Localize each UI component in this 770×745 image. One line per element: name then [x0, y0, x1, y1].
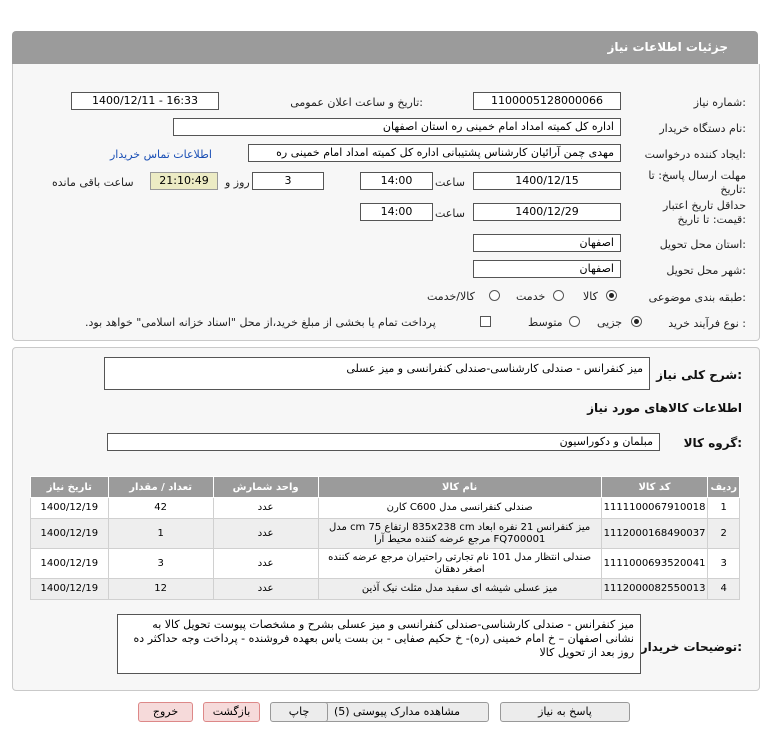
deadline-date-field: 1400/12/15: [473, 172, 621, 190]
page-title: جزئیات اطلاعات نیاز: [607, 40, 728, 54]
validity-date-field: 1400/12/29: [473, 203, 621, 221]
buyer-org-label: نام دستگاه خریدار:: [659, 122, 746, 135]
deadline-time-field: 14:00: [360, 172, 433, 190]
exit-button[interactable]: خروج: [138, 702, 193, 722]
cell-index: 4: [708, 579, 740, 600]
announce-label: تاریخ و ساعت اعلان عمومی:: [290, 96, 423, 109]
cell-qty: 12: [108, 579, 213, 600]
validity-label-date: قیمت: تا تاریخ:: [677, 213, 746, 226]
validity-label: حداقل تاریخ اعتبار: [662, 199, 746, 212]
col-date: تاریخ نیاز: [31, 477, 109, 498]
buyer-contact-link[interactable]: اطلاعات تماس خریدار: [110, 148, 212, 161]
cell-code: 1111100067910018: [601, 498, 708, 519]
remaining-time-field: 21:10:49: [150, 172, 218, 190]
col-unit: واحد شمارش: [213, 477, 318, 498]
table-row: [31, 498, 740, 519]
cell-code: 1111000693520041: [601, 549, 708, 579]
cell-date: 1400/12/19: [31, 498, 109, 519]
reply-button[interactable]: پاسخ به نیاز: [500, 702, 630, 722]
category-label: طبقه بندی موضوعی:: [648, 291, 746, 304]
validity-time-label: ساعت: [435, 207, 465, 220]
col-code: کد کالا: [601, 477, 708, 498]
category-radio-service[interactable]: [553, 290, 564, 301]
deadline-label-date: تاریخ:: [720, 183, 746, 196]
table-row: [31, 579, 740, 600]
back-button[interactable]: بازگشت: [203, 702, 260, 722]
col-name: نام کالا: [318, 477, 601, 498]
city-label: شهر محل تحویل:: [666, 264, 746, 277]
announce-field: 1400/12/11 - 16:33: [71, 92, 219, 110]
print-button[interactable]: چاپ: [270, 702, 328, 722]
goods-title: اطلاعات کالاهای مورد نیاز: [587, 401, 742, 415]
days-field: 3: [252, 172, 324, 190]
cell-unit: عدد: [213, 498, 318, 519]
buyer-org-field: اداره کل کمیته امداد امام خمینی ره استان اصفهان: [173, 118, 621, 136]
deadline-label: مهلت ارسال پاسخ: تا: [648, 169, 746, 182]
goods-group-label: گروه کالا:: [683, 436, 742, 450]
treasury-checkbox[interactable]: [480, 316, 491, 327]
days-label: روز و: [225, 176, 250, 189]
table-header-row: [31, 477, 740, 498]
requester-label: ایجاد کننده درخواست:: [644, 148, 746, 161]
cell-date: 1400/12/19: [31, 579, 109, 600]
cell-index: 3: [708, 549, 740, 579]
col-index: ردیف: [708, 477, 740, 498]
cell-name: میز عسلی شیشه ای سفید مدل مثلث نیک آذین: [318, 579, 601, 600]
cell-name: صندلی کنفرانسی مدل C600 کارن: [318, 498, 601, 519]
cell-qty: 1: [108, 519, 213, 549]
process-radio-medium[interactable]: [569, 316, 580, 327]
process-option-medium: متوسط: [528, 316, 563, 329]
category-option-goods: کالا: [583, 290, 598, 303]
cell-code: 1112000168490037: [601, 519, 708, 549]
table-row: [31, 519, 740, 549]
province-field: اصفهان: [473, 234, 621, 252]
category-radio-goods[interactable]: [606, 290, 617, 301]
category-option-service: خدمت: [516, 290, 546, 303]
col-qty: تعداد / مقدار: [108, 477, 213, 498]
process-label: نوع فرآیند خرید :: [668, 317, 746, 330]
need-number-field: 1100005128000066: [473, 92, 621, 110]
goods-group-field: مبلمان و دکوراسیون: [107, 433, 660, 451]
cell-index: 2: [708, 519, 740, 549]
requester-field: مهدی چمن آرائیان کارشناس پشتیبانی اداره کل کمیته امداد امام خمینی ره: [248, 144, 621, 162]
cell-date: 1400/12/19: [31, 519, 109, 549]
city-field: اصفهان: [473, 260, 621, 278]
cell-index: 1: [708, 498, 740, 519]
need-number-label: شماره نیاز:: [693, 96, 746, 109]
cell-name: صندلی انتظار مدل 101 نام تجارتی راحتیران مرجع عرضه کننده اصغر دهقان: [318, 549, 601, 579]
notes-field: میز کنفرانس - صندلی کارشناسی-صندلی کنفرانسی و میز عسلی بشرح و مشخصات پیوست تحویل کالا به نشانی اصفهان – خ امام خمینی (ره)- خ حکیم صفایی - بن بست یاس بعهده فروشنده - پرداخت وجه حداکثر ده روز بعد از تحویل کالا: [117, 614, 641, 674]
summary-field: میز کنفرانس - صندلی کارشناسی-صندلی کنفرانسی و میز عسلی: [104, 357, 650, 390]
cell-date: 1400/12/19: [31, 549, 109, 579]
category-option-both: کالا/خدمت: [427, 290, 475, 303]
items-table: [30, 476, 740, 600]
notes-label: توضیحات خریدار:: [640, 640, 742, 654]
process-radio-minor[interactable]: [631, 316, 642, 327]
validity-time-field: 14:00: [360, 203, 433, 221]
view-documents-button[interactable]: مشاهده مدارک پیوستی (5): [305, 702, 489, 722]
cell-unit: عدد: [213, 579, 318, 600]
category-radio-both[interactable]: [489, 290, 500, 301]
cell-unit: عدد: [213, 549, 318, 579]
cell-qty: 42: [108, 498, 213, 519]
cell-unit: عدد: [213, 519, 318, 549]
table-row: [31, 549, 740, 579]
summary-label: شرح کلی نیاز:: [656, 368, 742, 382]
province-label: استان محل تحویل:: [659, 238, 746, 251]
cell-qty: 3: [108, 549, 213, 579]
cell-name: میز کنفرانس 21 نفره ابعاد 835x238 cm ارتفاع 75 cm مدل FQ700001 مرجع عرضه کننده محیط آرا: [318, 519, 601, 549]
page-header: [12, 31, 758, 64]
deadline-time-label: ساعت: [435, 176, 465, 189]
payment-note: پرداخت تمام یا بخشی از مبلغ خرید،از محل "اسناد خزانه اسلامی" خواهد بود.: [85, 316, 436, 329]
cell-code: 1112000082550013: [601, 579, 708, 600]
remaining-label: ساعت باقی مانده: [52, 176, 134, 189]
process-option-minor: جزیی: [597, 316, 623, 329]
